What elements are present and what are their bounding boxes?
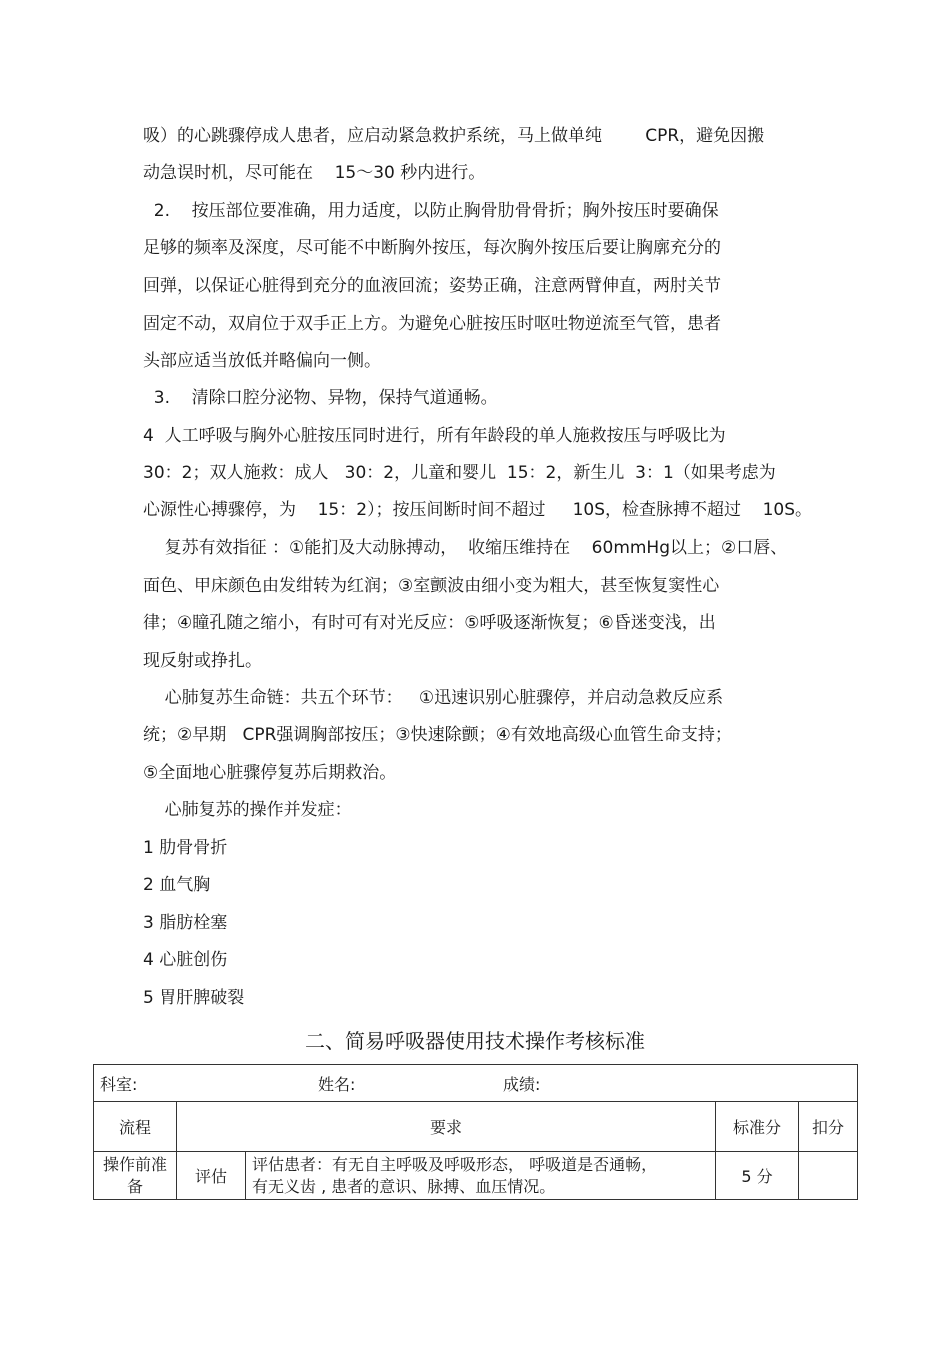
header-process: 流程	[94, 1102, 177, 1152]
text-line: 统；②早期 CPR强调胸部按压；③快速除颤；④有效地高级心血管生命支持；	[143, 725, 732, 745]
table-row	[94, 1152, 858, 1200]
requirement-line: 评估患者：有无自主呼吸及呼吸形态， 呼吸道是否通畅，	[252, 1154, 658, 1174]
cell-step: 评估	[177, 1152, 246, 1200]
text-line: 回弹，以保证心脏得到充分的血液回流；姿势正确，注意两臂伸直，两肘关节	[143, 276, 721, 296]
text-line: 30：2；双人施救：成人 30：2，儿童和婴儿 15：2，新生儿 3：1（如果考虑为	[143, 463, 776, 483]
text-line: ⑤全面地心脏骤停复苏后期救治。	[143, 763, 397, 783]
text-line: 动急误时机，尽可能在 15～30 秒内进行。	[143, 163, 486, 183]
list-item: 1 肋骨骨折	[143, 838, 228, 858]
name-label: 姓名:	[318, 1074, 356, 1094]
cell-score: 5 分	[716, 1152, 799, 1200]
dept-label: 科室:	[100, 1074, 138, 1094]
score-label: 成绩:	[503, 1074, 541, 1094]
list-item: 2 血气胸	[143, 875, 211, 895]
text-line: 复苏有效指征 ：①能扪及大动脉搏动， 收缩压维持在 60mmHg以上；②口唇、	[143, 538, 788, 558]
text-line: 律；④瞳孔随之缩小，有时可有对光反应：⑤呼吸逐渐恢复；⑥昏迷变浅，出	[143, 613, 716, 633]
cell-deduct	[799, 1152, 858, 1200]
text-line: 现反射或挣扎。	[143, 651, 262, 671]
list-item: 5 胃肝脾破裂	[143, 988, 245, 1008]
table-info-row	[94, 1065, 858, 1102]
section-title: 二、简易呼吸器使用技术操作考核标准	[305, 1029, 645, 1053]
table-header-row	[94, 1102, 858, 1152]
text-line: 3. 清除口腔分泌物、异物，保持气道通畅。	[143, 388, 498, 408]
assessment-table	[93, 1064, 858, 1200]
text-line: 足够的频率及深度，尽可能不中断胸外按压，每次胸外按压后要让胸廓充分的	[143, 238, 721, 258]
text-line: 4 人工呼吸与胸外心脏按压同时进行，所有年龄段的单人施救按压与呼吸比为	[143, 426, 726, 446]
requirement-line: 有无义齿 , 患者的意识、脉搏、血压情况。	[252, 1176, 556, 1196]
text-line: 心源性心搏骤停，为 15：2）；按压间断时间不超过 10S，检查脉搏不超过 10S。	[143, 500, 813, 520]
header-standard: 标准分	[716, 1102, 799, 1152]
list-item: 3 脂肪栓塞	[143, 913, 228, 933]
text-line: 头部应适当放低并略偏向一侧。	[143, 351, 381, 371]
cell-requirement	[246, 1152, 716, 1200]
text-line: 面色、甲床颜色由发绀转为红润；③室颤波由细小变为粗大，甚至恢复窦性心	[143, 576, 720, 596]
text-line: 2. 按压部位要准确，用力适度，以防止胸骨肋骨骨折；胸外按压时要确保	[143, 201, 719, 221]
text-line: 心肺复苏的操作并发症：	[143, 800, 352, 820]
header-deduct: 扣分	[799, 1102, 858, 1152]
cell-process: 操作前准备	[94, 1152, 177, 1200]
text-line: 吸）的心跳骤停成人患者，应启动紧急救护系统，马上做单纯 CPR，避免因搬	[143, 126, 765, 146]
list-item: 4 心脏创伤	[143, 950, 228, 970]
header-requirement: 要求	[177, 1102, 716, 1152]
text-line: 固定不动，双肩位于双手正上方。为避免心脏按压时呕吐物逆流至气管，患者	[143, 314, 721, 334]
info-cell	[94, 1065, 858, 1102]
text-line: 心肺复苏生命链：共五个环节： ①迅速识别心脏骤停，并启动急救反应系	[143, 688, 724, 708]
